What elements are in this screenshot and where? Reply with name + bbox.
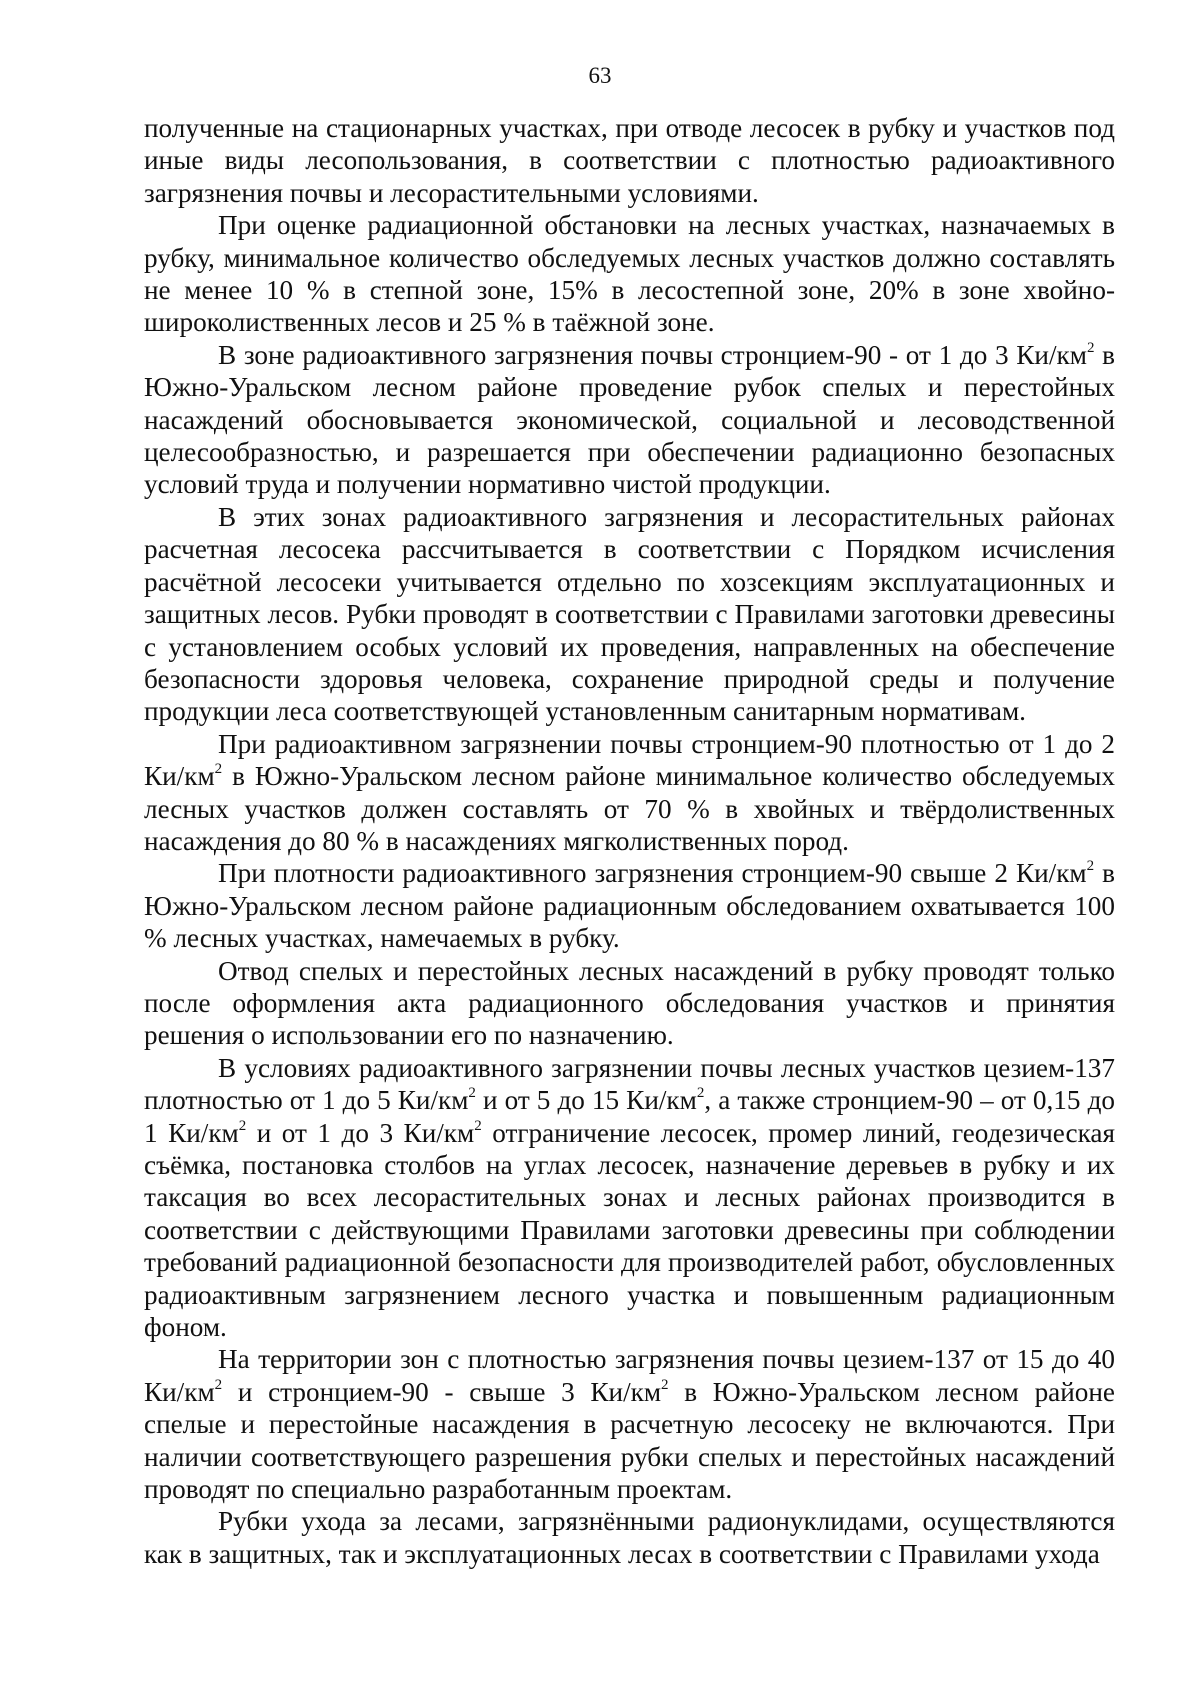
paragraph-text: и стронцием-90 - свыше 3 Ки/км (222, 1376, 662, 1407)
superscript: 2 (474, 1117, 482, 1134)
paragraph-text: Рубки ухода за лесами, загрязнёнными радионуклидами, осуществляются как в защитных, так и эксплуатационных лесах в соответствии с Правилами ухода (144, 1506, 1115, 1569)
paragraph-text: в Южно-Уральском лесном районе проведение рубок спелых и перестойных насаждений обосновывается экономической, социальной и лесоводственной целесообразностью, и разрешается при обеспечении радиационно безопасных условий труда и получении нормативно чистой продукции. (144, 339, 1115, 500)
superscript: 2 (214, 761, 223, 778)
paragraph (144, 112, 1115, 209)
paragraph-text: На территории зон с плотностью загрязнения почвы цезием-137 от 15 до 40 Ки/км (144, 1344, 1115, 1407)
paragraph-text: , а также стронцием-90 – от 0,15 до 1 Ки/км (144, 1085, 1115, 1148)
paragraph-text: При плотности радиоактивного загрязнения стронцием-90 свыше 2 Ки/км (218, 858, 1087, 889)
superscript: 2 (238, 1117, 247, 1134)
paragraph (144, 955, 1115, 1052)
paragraph (144, 209, 1115, 339)
paragraph-text: Отвод спелых и перестойных лесных насаждений в рубку проводят только после оформления акта радиационного обследования участков и принятия решения о использовании его по назначению. (144, 955, 1115, 1051)
paragraph-text: в Южно-Уральском лесном районе радиационным обследованием охватывается 100 % лесных участках, намечаемых в рубку. (144, 858, 1115, 954)
paragraph-text: В этих зонах радиоактивного загрязнения и лесорастительных районах расчетная лесосека рассчитывается в соответствии с Порядком исчисления расчётной лесосеки учитывается отдельно по хозсекциям эксплуатационных и защитных лесов. Рубки проводят в соответствии с Правилами заготовки древесины с установлением особых условий их проведения, направленных на обеспечение безопасности здоровья человека, сохранение природной среды и получение продукции леса соответствующей установленным санитарным нормативам. (144, 501, 1115, 727)
document-body (144, 112, 1115, 1570)
paragraph-text: и от 5 до 15 Ки/км (475, 1085, 697, 1116)
superscript: 2 (214, 1376, 223, 1393)
superscript: 2 (661, 1376, 669, 1393)
paragraph-text: и от 1 до 3 Ки/км (246, 1117, 475, 1148)
paragraph-text: полученные на стационарных участках, при отводе лесосек в рубку и участков под иные виды лесопользования, в соответствии с плотностью радиоактивного загрязнения почвы и лесорастительными условиями. (144, 113, 1115, 208)
paragraph (144, 1505, 1115, 1570)
paragraph (144, 1343, 1115, 1505)
superscript: 2 (1086, 339, 1095, 356)
paragraph-text: В условиях радиоактивного загрязнении почвы лесных участков цезием-137 плотностью от 1 до 5 Ки/км (144, 1052, 1115, 1116)
paragraph-text: в Южно-Уральском лесном районе спелые и перестойные насаждения в расчетную лесосеку не включаются. При наличии соответствующего разрешения рубки спелых и перестойных насаждений проводят по специально разработанным проектам. (144, 1376, 1115, 1505)
superscript: 2 (1086, 858, 1095, 875)
paragraph (144, 857, 1115, 954)
paragraph-text: в Южно-Уральском лесном районе минимальное количество обследуемых лесных участков должен составлять от 70 % в хвойных и твёрдолиственных насаждения до 80 % в насаждениях мягколиственных пород. (144, 761, 1115, 856)
paragraph (144, 339, 1115, 501)
superscript: 2 (696, 1085, 705, 1102)
page-number: 63 (588, 63, 612, 88)
paragraph (144, 728, 1115, 858)
paragraph-text: При оценке радиационной обстановки на лесных участках, назначаемых в рубку, минимальное количество обследуемых лесных участков должно составлять не менее 10 % в степной зоне, 15% в лесостепной зоне, 20% в зоне хвойно-широколиственных лесов и 25 % в таёжной зоне. (144, 210, 1115, 338)
paragraph-text: При радиоактивном загрязнении почвы стронцием-90 плотностью от 1 до 2 Ки/км (144, 728, 1115, 792)
paragraph-text: отграничение лесосек, промер линий, геодезическая съёмка, постановка столбов на углах лесосек, назначение деревьев в рубку и их таксация во всех лесорастительных зонах и лесных районах производится в соответствии с действующими Правилами заготовки древесины при соблюдении требований радиационной безопасности для производителей работ, обусловленных радиоактивным загрязнением лесного участка и повышенным радиационным фоном. (144, 1117, 1115, 1343)
superscript: 2 (468, 1085, 476, 1102)
paragraph (144, 1052, 1115, 1344)
paragraph (144, 501, 1115, 728)
paragraph-text: В зоне радиоактивного загрязнения почвы стронцием-90 - от 1 до 3 Ки/км (218, 339, 1087, 370)
